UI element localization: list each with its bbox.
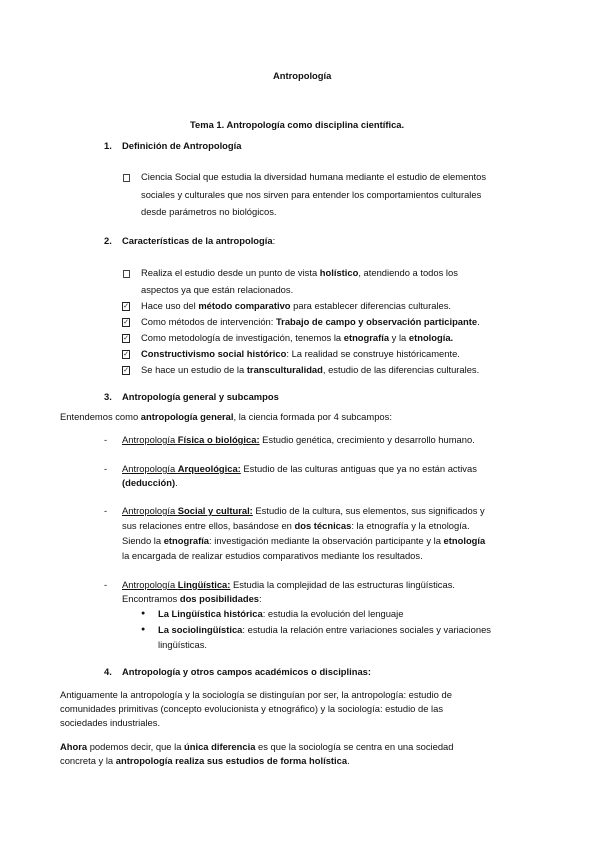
section-3-intro: Entendemos como antropología general, la ciencia formada por 4 subcampos: bbox=[60, 411, 392, 422]
characteristic-1-cont: aspectos ya que están relacionados. bbox=[141, 284, 294, 295]
round-bullet-icon: ● bbox=[141, 610, 146, 617]
round-bullet-icon: ● bbox=[141, 626, 146, 633]
section-1-heading: Definición de Antropología bbox=[122, 140, 242, 151]
characteristic-3: Como métodos de intervención: Trabajo de campo y observación participante. bbox=[141, 316, 480, 327]
linguistic-historical: La Lingüística histórica: estudia la evolución del lenguaje bbox=[158, 608, 404, 619]
checkbox-bullet-icon: ✓ bbox=[123, 367, 129, 374]
subfield-archaeological-cont: (deducción). bbox=[122, 477, 178, 488]
dash-bullet: - bbox=[104, 463, 108, 474]
definition-line-2: sociales y culturales que nos sirven para entender los comportamientos culturales bbox=[141, 189, 482, 200]
subfield-linguistic-2: Encontramos dos posibilidades: bbox=[122, 593, 262, 604]
dash-bullet: - bbox=[104, 579, 108, 590]
characteristic-2: Hace uso del método comparativo para establecer diferencias culturales. bbox=[141, 300, 452, 311]
subfield-social-cultural: Antropología Social y cultural: Estudio de la cultura, sus elementos, sus significados y bbox=[122, 505, 485, 516]
subfield-social-cultural-2: sus relaciones entre ellos, basándose en dos técnicas: la etnografía y la etnología. bbox=[122, 520, 470, 531]
definition-line-3: desde parámetros no biológicos. bbox=[141, 206, 277, 217]
paragraph-2-line-2: concreta y la antropología realiza sus estudios de forma holística. bbox=[60, 755, 350, 766]
bullet-box-icon bbox=[123, 270, 130, 278]
dash-bullet: - bbox=[104, 434, 108, 445]
section-2-number: 2. bbox=[104, 235, 112, 246]
topic-title: Tema 1. Antropología como disciplina científica. bbox=[190, 119, 405, 130]
subfield-archaeological: Antropología Arqueológica: Estudio de las culturas antiguas que ya no están activas bbox=[122, 463, 477, 474]
paragraph-1-line-2: comunidades primitivas (concepto evolucionista y etnográfico) y la sociología: estudio de las bbox=[60, 703, 444, 714]
subfield-social-cultural-3: Siendo la etnografía: investigación mediante la observación participante y la etnología bbox=[122, 535, 486, 546]
section-3-heading: Antropología general y subcampos bbox=[122, 391, 279, 402]
characteristic-1: Realiza el estudio desde un punto de vista holístico, atendiendo a todos los bbox=[141, 267, 458, 278]
section-4-heading: Antropología y otros campos académicos o disciplinas: bbox=[122, 666, 372, 677]
bullet-box-icon bbox=[123, 174, 130, 182]
characteristic-5: Constructivismo social histórico: La realidad se construye históricamente. bbox=[141, 348, 460, 359]
document-title: Antropología bbox=[273, 70, 332, 81]
subfield-linguistic: Antropología Lingüística: Estudia la complejidad de las estructuras lingüísticas. bbox=[122, 579, 455, 590]
dash-bullet: - bbox=[104, 505, 108, 516]
paragraph-1-line-3: sociedades industriales. bbox=[60, 717, 161, 728]
linguistic-sociolinguistics-cont: lingüísticas. bbox=[158, 639, 207, 650]
subfield-physical: Antropología Física o biológica: Estudio genética, crecimiento y desarrollo humano. bbox=[122, 434, 475, 445]
section-1-number: 1. bbox=[104, 140, 112, 151]
subfield-social-cultural-4: la encargada de realizar estudios comparativos mediante los resultados. bbox=[122, 550, 423, 561]
section-3-number: 3. bbox=[104, 391, 112, 402]
checkbox-bullet-icon: ✓ bbox=[123, 335, 129, 342]
characteristic-6: Se hace un estudio de la transculturalidad, estudio de las diferencias culturales. bbox=[141, 364, 480, 375]
section-2-heading: Características de la antropología: bbox=[122, 235, 276, 246]
linguistic-sociolinguistics: La sociolingüística: estudia la relación entre variaciones sociales y variaciones bbox=[158, 624, 491, 635]
checkbox-bullet-icon: ✓ bbox=[123, 303, 129, 310]
paragraph-2-line-1: Ahora podemos decir, que la única diferencia es que la sociología se centra en una sociedad bbox=[60, 741, 454, 752]
characteristic-4: Como metodología de investigación, tenemos la etnografía y la etnología. bbox=[141, 332, 454, 343]
checkbox-bullet-icon: ✓ bbox=[123, 351, 129, 358]
definition-line-1: Ciencia Social que estudia la diversidad humana mediante el estudio de elementos bbox=[141, 171, 487, 182]
section-4-number: 4. bbox=[104, 666, 112, 677]
paragraph-1-line-1: Antiguamente la antropología y la sociología se distinguían por ser, la antropología: estudio de bbox=[60, 689, 452, 700]
checkbox-bullet-icon: ✓ bbox=[123, 319, 129, 326]
